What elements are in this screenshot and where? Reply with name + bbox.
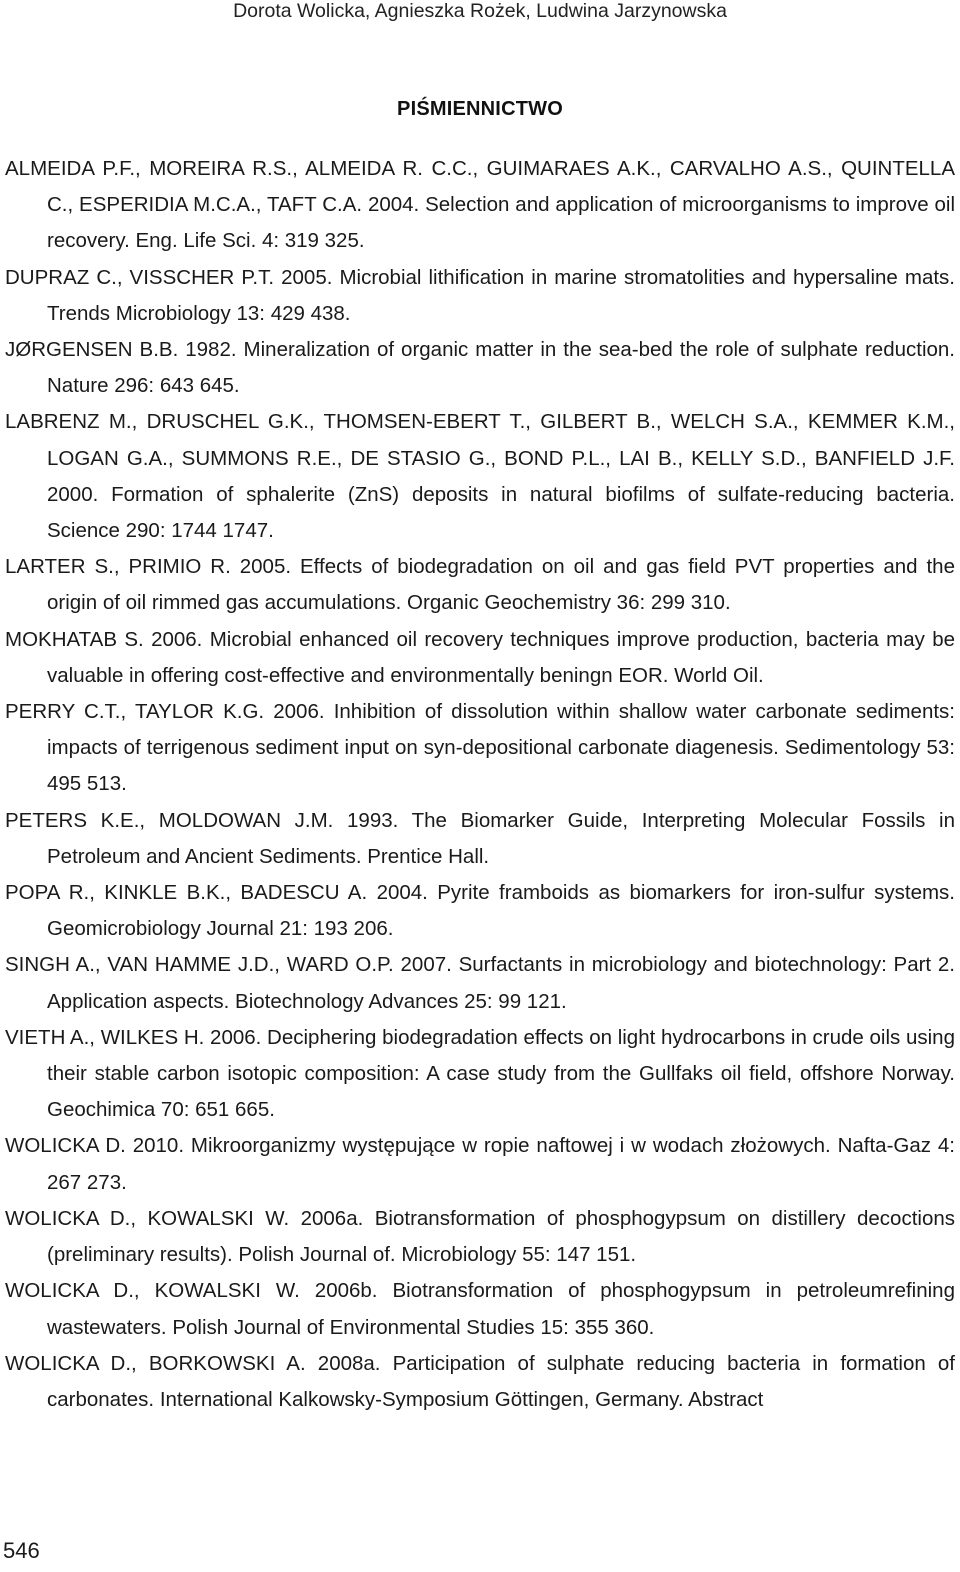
reference-item: WOLICKA D. 2010. Mikroorganizmy występujące w ropie naftowej i w wodach złożowych. Nafta-Gaz 4: 267 273.: [5, 1134, 955, 1194]
reference-item: WOLICKA D., KOWALSKI W. 2006b. Biotransformation of phosphogypsum in petroleumrefining wastewaters. Polish Journal of Environmental Studies 15: 355 360.: [5, 1279, 955, 1339]
reference-item: VIETH A., WILKES H. 2006. Deciphering biodegradation effects on light hydrocarbons in crude oils using their stable carbon isotopic composition: A case study from the Gullfaks oil field, offshore Norway. Geochimica 70: 651 665.: [5, 1025, 955, 1122]
reference-list: [5, 151, 955, 1418]
reference-item: DUPRAZ C., VISSCHER P.T. 2005. Microbial lithification in marine stromatolities and hypersaline mats. Trends Microbiology 13: 429 438.: [5, 265, 955, 325]
reference-item: MOKHATAB S. 2006. Microbial enhanced oil recovery techniques improve production, bacteria may be valuable in offering cost-effective and environmentally beningn EOR. World Oil.: [5, 627, 955, 687]
reference-item: PETERS K.E., MOLDOWAN J.M. 1993. The Biomarker Guide, Interpreting Molecular Fossils in Petroleum and Ancient Sediments. Prentice Hall.: [5, 808, 955, 868]
running-head: Dorota Wolicka, Agnieszka Rożek, Ludwina Jarzynowska: [233, 0, 727, 22]
reference-item: WOLICKA D., BORKOWSKI A. 2008a. Participation of sulphate reducing bacteria in formation of carbonates. International Kalkowsky-Symposium Göttingen, Germany. Abstract: [5, 1351, 955, 1411]
reference-item: JØRGENSEN B.B. 1982. Mineralization of organic matter in the sea-bed the role of sulphate reduction. Nature 296: 643 645.: [5, 338, 955, 398]
reference-item: WOLICKA D., KOWALSKI W. 2006a. Biotransformation of phosphogypsum on distillery decoctions (preliminary results). Polish Journal of. Microbiology 55: 147 151.: [5, 1206, 955, 1267]
reference-item: PERRY C.T., TAYLOR K.G. 2006. Inhibition of dissolution within shallow water carbonate sediments: impacts of terrigenous sediment input on syn-depositional carbonate diagenesis. Sedimentology 53: 495 513.: [5, 700, 955, 796]
reference-item: LABRENZ M., DRUSCHEL G.K., THOMSEN-EBERT T., GILBERT B., WELCH S.A., KEMMER K.M., LOGAN G.A., SUMMONS R.E., DE STASIO G., BOND P.L., LAI B., KELLY S.D., BANFIELD J.F. 2000. Formation of sphalerite (ZnS) deposits in natural biofilms of sulfate-reducing bacteria. Science 290: 1744 1747.: [5, 410, 955, 543]
reference-item: POPA R., KINKLE B.K., BADESCU A. 2004. Pyrite framboids as biomarkers for iron-sulfur systems. Geomicrobiology Journal 21: 193 206.: [5, 881, 955, 941]
reference-item: LARTER S., PRIMIO R. 2005. Effects of biodegradation on oil and gas field PVT properties and the origin of oil rimmed gas accumulations. Organic Geochemistry 36: 299 310.: [5, 555, 955, 615]
reference-item: ALMEIDA P.F., MOREIRA R.S., ALMEIDA R. C.C., GUIMARAES A.K., CARVALHO A.S., QUINTELLA C., ESPERIDIA M.C.A., TAFT C.A. 2004. Selection and application of microorganisms to improve oil recovery. Eng. Life Sci. 4: 319 325.: [5, 157, 955, 253]
reference-item: SINGH A., VAN HAMME J.D., WARD O.P. 2007. Surfactants in microbiology and biotechnology: Part 2. Application aspects. Biotechnology Advances 25: 99 121.: [5, 953, 955, 1013]
page-number: 546: [3, 1538, 40, 1563]
section-title: PIŚMIENNICTWO: [397, 98, 563, 120]
